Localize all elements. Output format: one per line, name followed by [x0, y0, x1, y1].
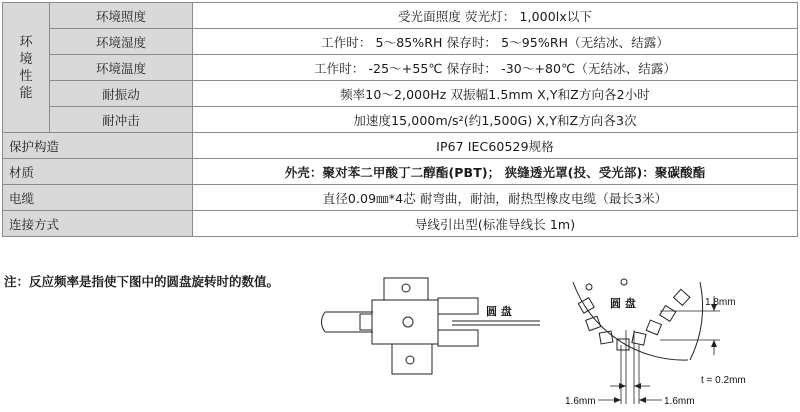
disc-hole: [586, 284, 592, 290]
footnote: 注：反应频率是指使下图中的圆盘旋转时的数值。: [4, 274, 280, 289]
dim-slot: 1.8mm: [705, 297, 736, 308]
sensor-drawing: [322, 278, 541, 374]
row-label: 环境照度: [50, 3, 193, 29]
row-label: 连接方式: [3, 211, 193, 237]
disc-outline: [690, 282, 703, 360]
row-label: 耐冲击: [50, 107, 193, 133]
disc-drawing: [573, 279, 703, 360]
group-label-environment: 环 境 性 能: [3, 3, 50, 133]
row-label: 环境温度: [50, 55, 193, 81]
row-label: 保护构造: [3, 133, 193, 159]
disc-label: 圆 盘: [610, 297, 636, 310]
tab-hole: [402, 284, 410, 292]
row-value: 外壳：聚对苯二甲酸丁二醇酯(PBT)； 狭缝透光罩(投、受光部)：聚碳酸酯: [193, 159, 798, 185]
sensor-tab-top: [384, 278, 428, 300]
sensor-tab-bottom: [392, 344, 432, 374]
dim-right: 1.6mm: [664, 396, 695, 407]
row-label: 材质: [3, 159, 193, 185]
dim-left: 1.6mm: [565, 396, 596, 407]
row-label: 耐振动: [50, 81, 193, 107]
row-value: 频率10～2,000Hz 双振幅1.5mm X,Y和Z方向各2小时: [193, 81, 798, 107]
row-value: 直径0.09㎜*4芯 耐弯曲，耐油，耐热型橡皮电缆（最长3米）: [193, 185, 798, 211]
row-label: 环境湿度: [50, 29, 193, 55]
disc-hole: [621, 279, 627, 285]
sensor-body: [372, 300, 438, 344]
dim-thickness: t = 0.2mm: [701, 375, 746, 386]
row-value: 工作时： -25～+55℃ 保存时： -30～+80℃（无结冰、结露）: [193, 55, 798, 81]
sensor-disc-label: 圆 盘: [486, 305, 512, 318]
row-value: 加速度15,000m/s²(约1,500G) X,Y和Z方向各3次: [193, 107, 798, 133]
mount-hole: [403, 317, 413, 327]
disc-outline: [573, 282, 688, 360]
row-value: 受光面照度 荧光灯： 1,000lx以下: [193, 3, 798, 29]
row-value: 工作时： 5～85%RH 保存时： 5～95%RH（无结冰、结露）: [193, 29, 798, 55]
row-label: 电缆: [3, 185, 193, 211]
fork-arm-bottom: [438, 330, 478, 346]
fork-arm-top: [438, 298, 478, 314]
row-value: IP67 IEC60529规格: [193, 133, 798, 159]
cable-sleeve: [360, 314, 372, 330]
tab-hole: [406, 356, 414, 364]
dimension-lines: [598, 296, 720, 404]
cable-end: [322, 312, 326, 332]
row-value: 导线引出型(标准导线长 1m): [193, 211, 798, 237]
